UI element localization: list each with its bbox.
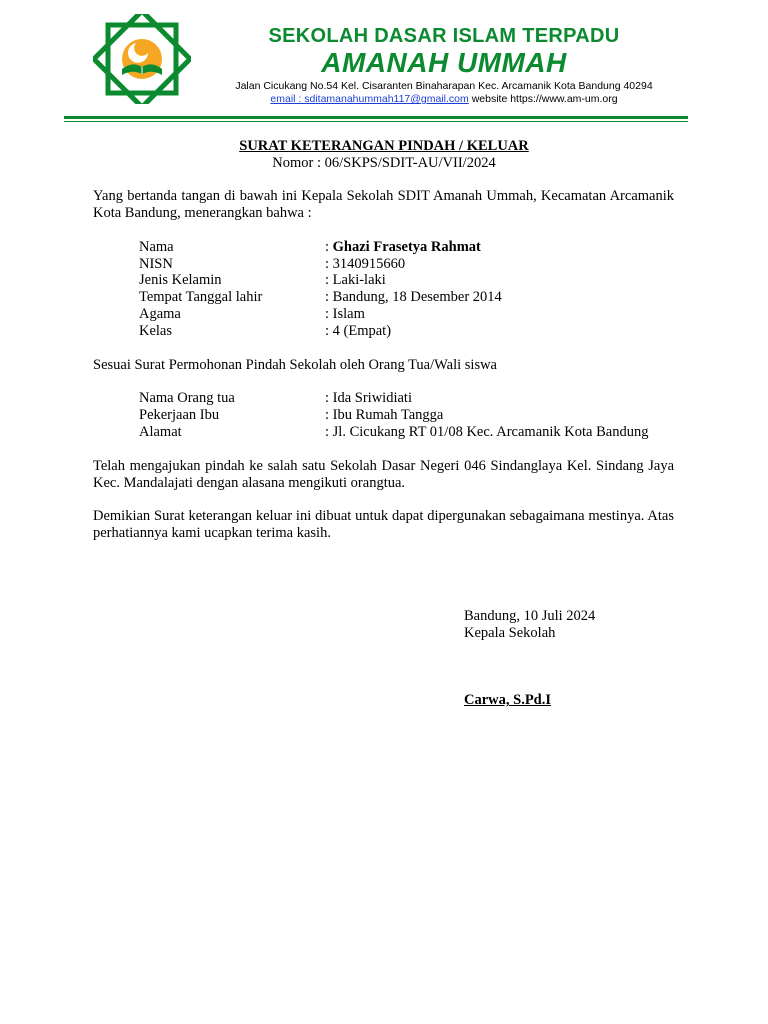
occupation-label: Pekerjaan Ibu — [139, 407, 220, 423]
header-rule-thick — [64, 116, 688, 119]
signatory-position: Kepala Sekolah — [464, 625, 556, 641]
birth-value: : Bandung, 18 Desember 2014 — [325, 289, 502, 305]
email-link[interactable]: email : sditamanahummah117@gmail.com — [270, 93, 469, 105]
nisn-label: NISN — [139, 256, 173, 272]
transfer-paragraph: Telah mengajukan pindah ke salah satu Sekolah Dasar Negeri 046 Sindanglaya Kel. Sindang Jaya Kec. Mandalajati dengan alasana mengikuti orangtua. — [93, 458, 674, 491]
class-label: Kelas — [139, 323, 173, 339]
place-date: Bandung, 10 Juli 2024 — [464, 608, 596, 624]
parent-name-value: : Ida Sriwidiati — [325, 390, 412, 406]
opening-paragraph: Yang bertanda tangan di bawah ini Kepala Sekolah SDIT Amanah Ummah, Kecamatan Arcamanik Kota Bandung, menerangkan bahwa : — [93, 188, 674, 221]
closing-paragraph: Demikian Surat keterangan keluar ini dibuat untuk dapat dipergunakan sebagaimana mestinya. Atas perhatiannya kami ucapkan terima kasih. — [93, 508, 674, 541]
letter-title: SURAT KETERANGAN PINDAH / KELUAR — [239, 138, 529, 154]
class-value: : 4 (Empat) — [325, 323, 392, 339]
letter-number: Nomor : 06/SKPS/SDIT-AU/VII/2024 — [272, 155, 496, 171]
student-name-value: : Ghazi Frasetya Rahmat — [325, 239, 481, 255]
religion-value: : Islam — [325, 306, 365, 322]
student-name: Ghazi Frasetya Rahmat — [332, 239, 481, 255]
occupation-value: : Ibu Rumah Tangga — [325, 407, 444, 423]
student-name-label: Nama — [139, 239, 174, 255]
nisn-value: : 3140915660 — [325, 256, 406, 272]
header-rule-thin — [64, 121, 688, 122]
request-paragraph: Sesuai Surat Permohonan Pindah Sekolah oleh Orang Tua/Wali siswa — [93, 357, 497, 373]
school-name: AMANAH UMMAH — [321, 47, 567, 78]
website-text: website https://www.am-um.org — [468, 93, 618, 105]
signatory-name: Carwa, S.Pd.I — [464, 692, 552, 708]
gender-value: : Laki-laki — [325, 272, 386, 288]
gender-label: Jenis Kelamin — [139, 272, 222, 288]
school-type: SEKOLAH DASAR ISLAM TERPADU — [268, 25, 620, 47]
address-label: Alamat — [139, 424, 182, 440]
parent-name-label: Nama Orang tua — [139, 390, 235, 406]
school-contact — [210, 93, 678, 105]
school-logo — [93, 14, 191, 104]
school-address: Jalan Cicukang No.54 Kel. Cisaranten Binaharapan Kec. Arcamanik Kota Bandung 40294 — [235, 80, 653, 92]
religion-label: Agama — [139, 306, 181, 322]
birth-label: Tempat Tanggal lahir — [139, 289, 263, 305]
address-value: : Jl. Cicukang RT 01/08 Kec. Arcamanik Kota Bandung — [325, 424, 649, 440]
